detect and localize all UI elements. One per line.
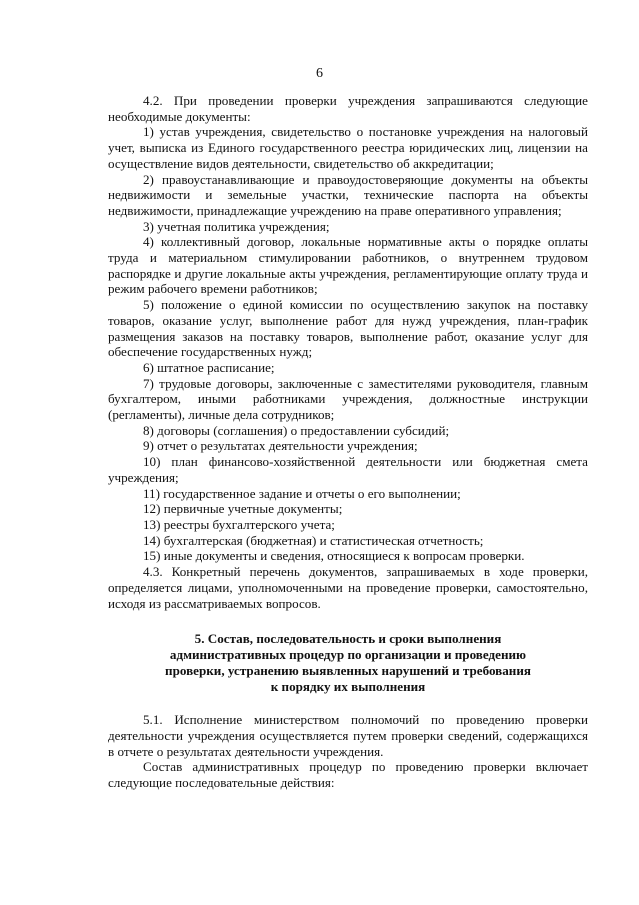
section-heading-line: проверки, устранению выявленных нарушений и требования <box>165 663 531 679</box>
section-heading-line: к порядку их выполнения <box>270 679 426 695</box>
list-item: 14) бухгалтерская (бюджетная) и статистическая отчетность; <box>143 532 484 548</box>
list-item: 7) трудовые договоры, заключенные с заместителями руководителя, главным бухгалтером, иными работниками учреждения, должностные инструкции (регламенты), личные дела сотрудников; <box>108 375 588 423</box>
list-item: 1) устав учреждения, свидетельство о постановке учреждения на налоговый учет, выписка из Единого государственного реестра юридических лиц, лицензии на осуществление видов деятельности, свидетельство об аккредитации; <box>108 124 588 171</box>
list-item: 13) реестры бухгалтерского учета; <box>143 516 335 532</box>
list-item: 3) учетная политика учреждения; <box>143 218 330 234</box>
section-heading <box>108 631 588 695</box>
list-item: 10) план финансово-хозяйственной деятельности или бюджетная смета учреждения; <box>108 454 588 485</box>
list-item: 6) штатное расписание; <box>143 359 275 375</box>
list-item: 2) правоустанавливающие и правоудостоверяющие документы на объекты недвижимости и земельные участки, технические паспорта на объекты недвижимости, принадлежащие учреждению на праве оперативного управления; <box>108 171 588 218</box>
page-number: 6 <box>316 66 323 81</box>
list-item: 15) иные документы и сведения, относящиеся к вопросам проверки. <box>143 548 525 564</box>
document-body <box>108 93 588 791</box>
list-item: 9) отчет о результатах деятельности учреждения; <box>143 438 418 454</box>
list-item: 8) договоры (соглашения) о предоставлении субсидий; <box>143 422 450 438</box>
list-item: 11) государственное задание и отчеты о его выполнении; <box>143 485 461 501</box>
section-heading-line: административных процедур по организации и проведению <box>169 647 527 663</box>
paragraph-5-1: 5.1. Исполнение министерством полномочий по проведению проверки деятельности учреждения осуществляется путем проверки сведений, содержащихся в отчете о результатах деятельности учреждения. <box>108 712 588 759</box>
list-item: 4) коллективный договор, локальные нормативные акты о порядке оплаты труда и материальном стимулировании работников, о внутреннем трудовом распорядке и другие локальные акты учреждения, регламентирующие оплату труда и режим рабочего времени работников; <box>108 234 588 297</box>
list-item: 5) положение о единой комиссии по осуществлению закупок на поставку товаров, оказание услуг, выполнение работ для нужд учреждения, план-график размещения заказов на поставку товаров, выполнение работ, оказание услуг для обеспечение государственных нужд; <box>108 297 588 360</box>
paragraph-4-3: 4.3. Конкретный перечень документов, запрашиваемых в ходе проверки, определяется лицами, уполномоченными на проведение проверки, самостоятельно, исходя из рассматриваемых вопросов. <box>108 564 588 611</box>
list-item: 12) первичные учетные документы; <box>143 501 343 517</box>
paragraph-4-2: 4.2. При проведении проверки учреждения запрашиваются следующие необходимые документы: <box>108 93 588 124</box>
paragraph-composition: Состав административных процедур по проведению проверки включает следующие последовательные действия: <box>108 759 588 791</box>
section-heading-line: 5. Состав, последовательность и сроки выполнения <box>194 631 502 647</box>
